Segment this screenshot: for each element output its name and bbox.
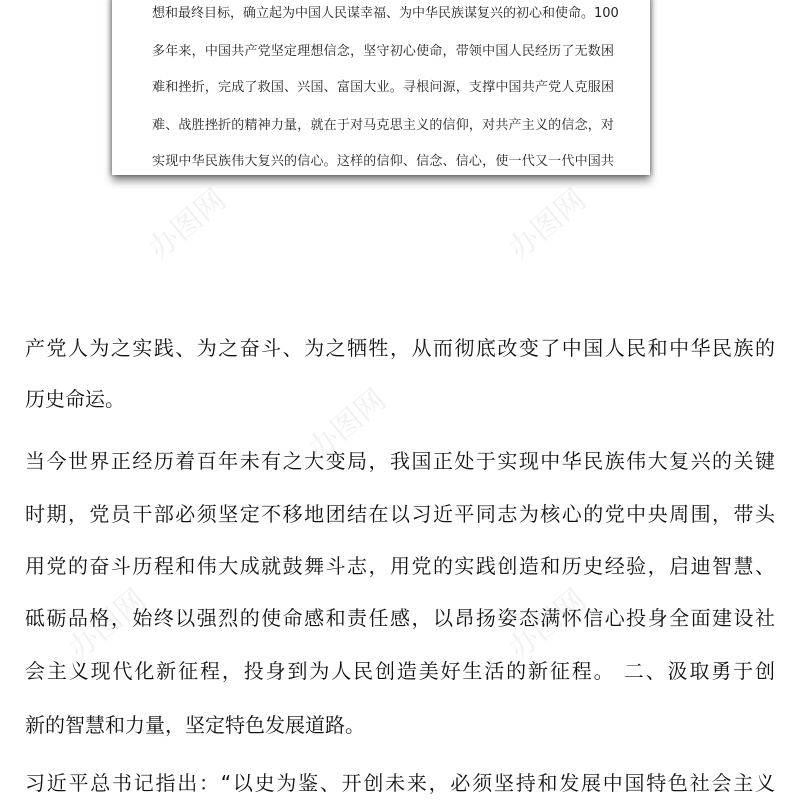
watermark: 办图网 <box>301 382 393 468</box>
body-text-line: 会主义现代化新征程，投身到为人民创造美好生活的新征程。 二、汲取勇于创 <box>25 659 775 683</box>
body-text-line: 习近平总书记指出：“以史为鉴、开创未来，必须坚持和发展中国特色社会主义 <box>25 771 775 795</box>
body-text-line: 当今世界正经历着百年未有之大变局，我国正处于实现中华民族伟大复兴的关键 <box>25 449 775 473</box>
document-preview-card <box>112 0 650 175</box>
card-text-line: 难、战胜挫折的精神力量，就在于对马克思主义的信仰，对共产主义的信念，对 <box>152 118 614 133</box>
body-text-line: 新的智慧和力量，坚定特色发展道路。 <box>25 713 365 737</box>
watermark: 办图网 <box>501 182 593 268</box>
card-text-line: 想和最终目标，确立起为中国人民谋幸福、为中华民族谋复兴的初心和使命。100 <box>152 6 619 21</box>
card-text-line: 难和挫折，完成了救国、兴国、富国大业。寻根问源，支撑中国共产党人克服困 <box>152 80 614 95</box>
card-text-line: 实现中华民族伟大复兴的信心。这样的信仰、信念、信心，使一代又一代中国共 <box>152 154 614 169</box>
body-text-line: 历史命运。 <box>25 387 125 411</box>
card-text-line: 多年来，中国共产党坚定理想信念，坚守初心使命，带领中国人民经历了无数困 <box>152 44 614 59</box>
watermark: 办图网 <box>141 182 233 268</box>
body-text-line: 时期，党员干部必须坚定不移地团结在以习近平同志为核心的党中央周围，带头 <box>25 502 775 526</box>
body-text-line: 产党人为之实践、为之奋斗、为之牺牲，从而彻底改变了中国人民和中华民族的 <box>25 336 775 360</box>
watermark: 办图网 <box>501 582 593 668</box>
watermark: 办图网 <box>61 582 153 668</box>
body-text-line: 砥砺品格，始终以强烈的使命感和责任感，以昂扬姿态满怀信心投身全面建设社 <box>25 606 775 630</box>
body-text-line: 用党的奋斗历程和伟大成就鼓舞斗志，用党的实践创造和历史经验，启迪智慧、 <box>25 554 775 578</box>
